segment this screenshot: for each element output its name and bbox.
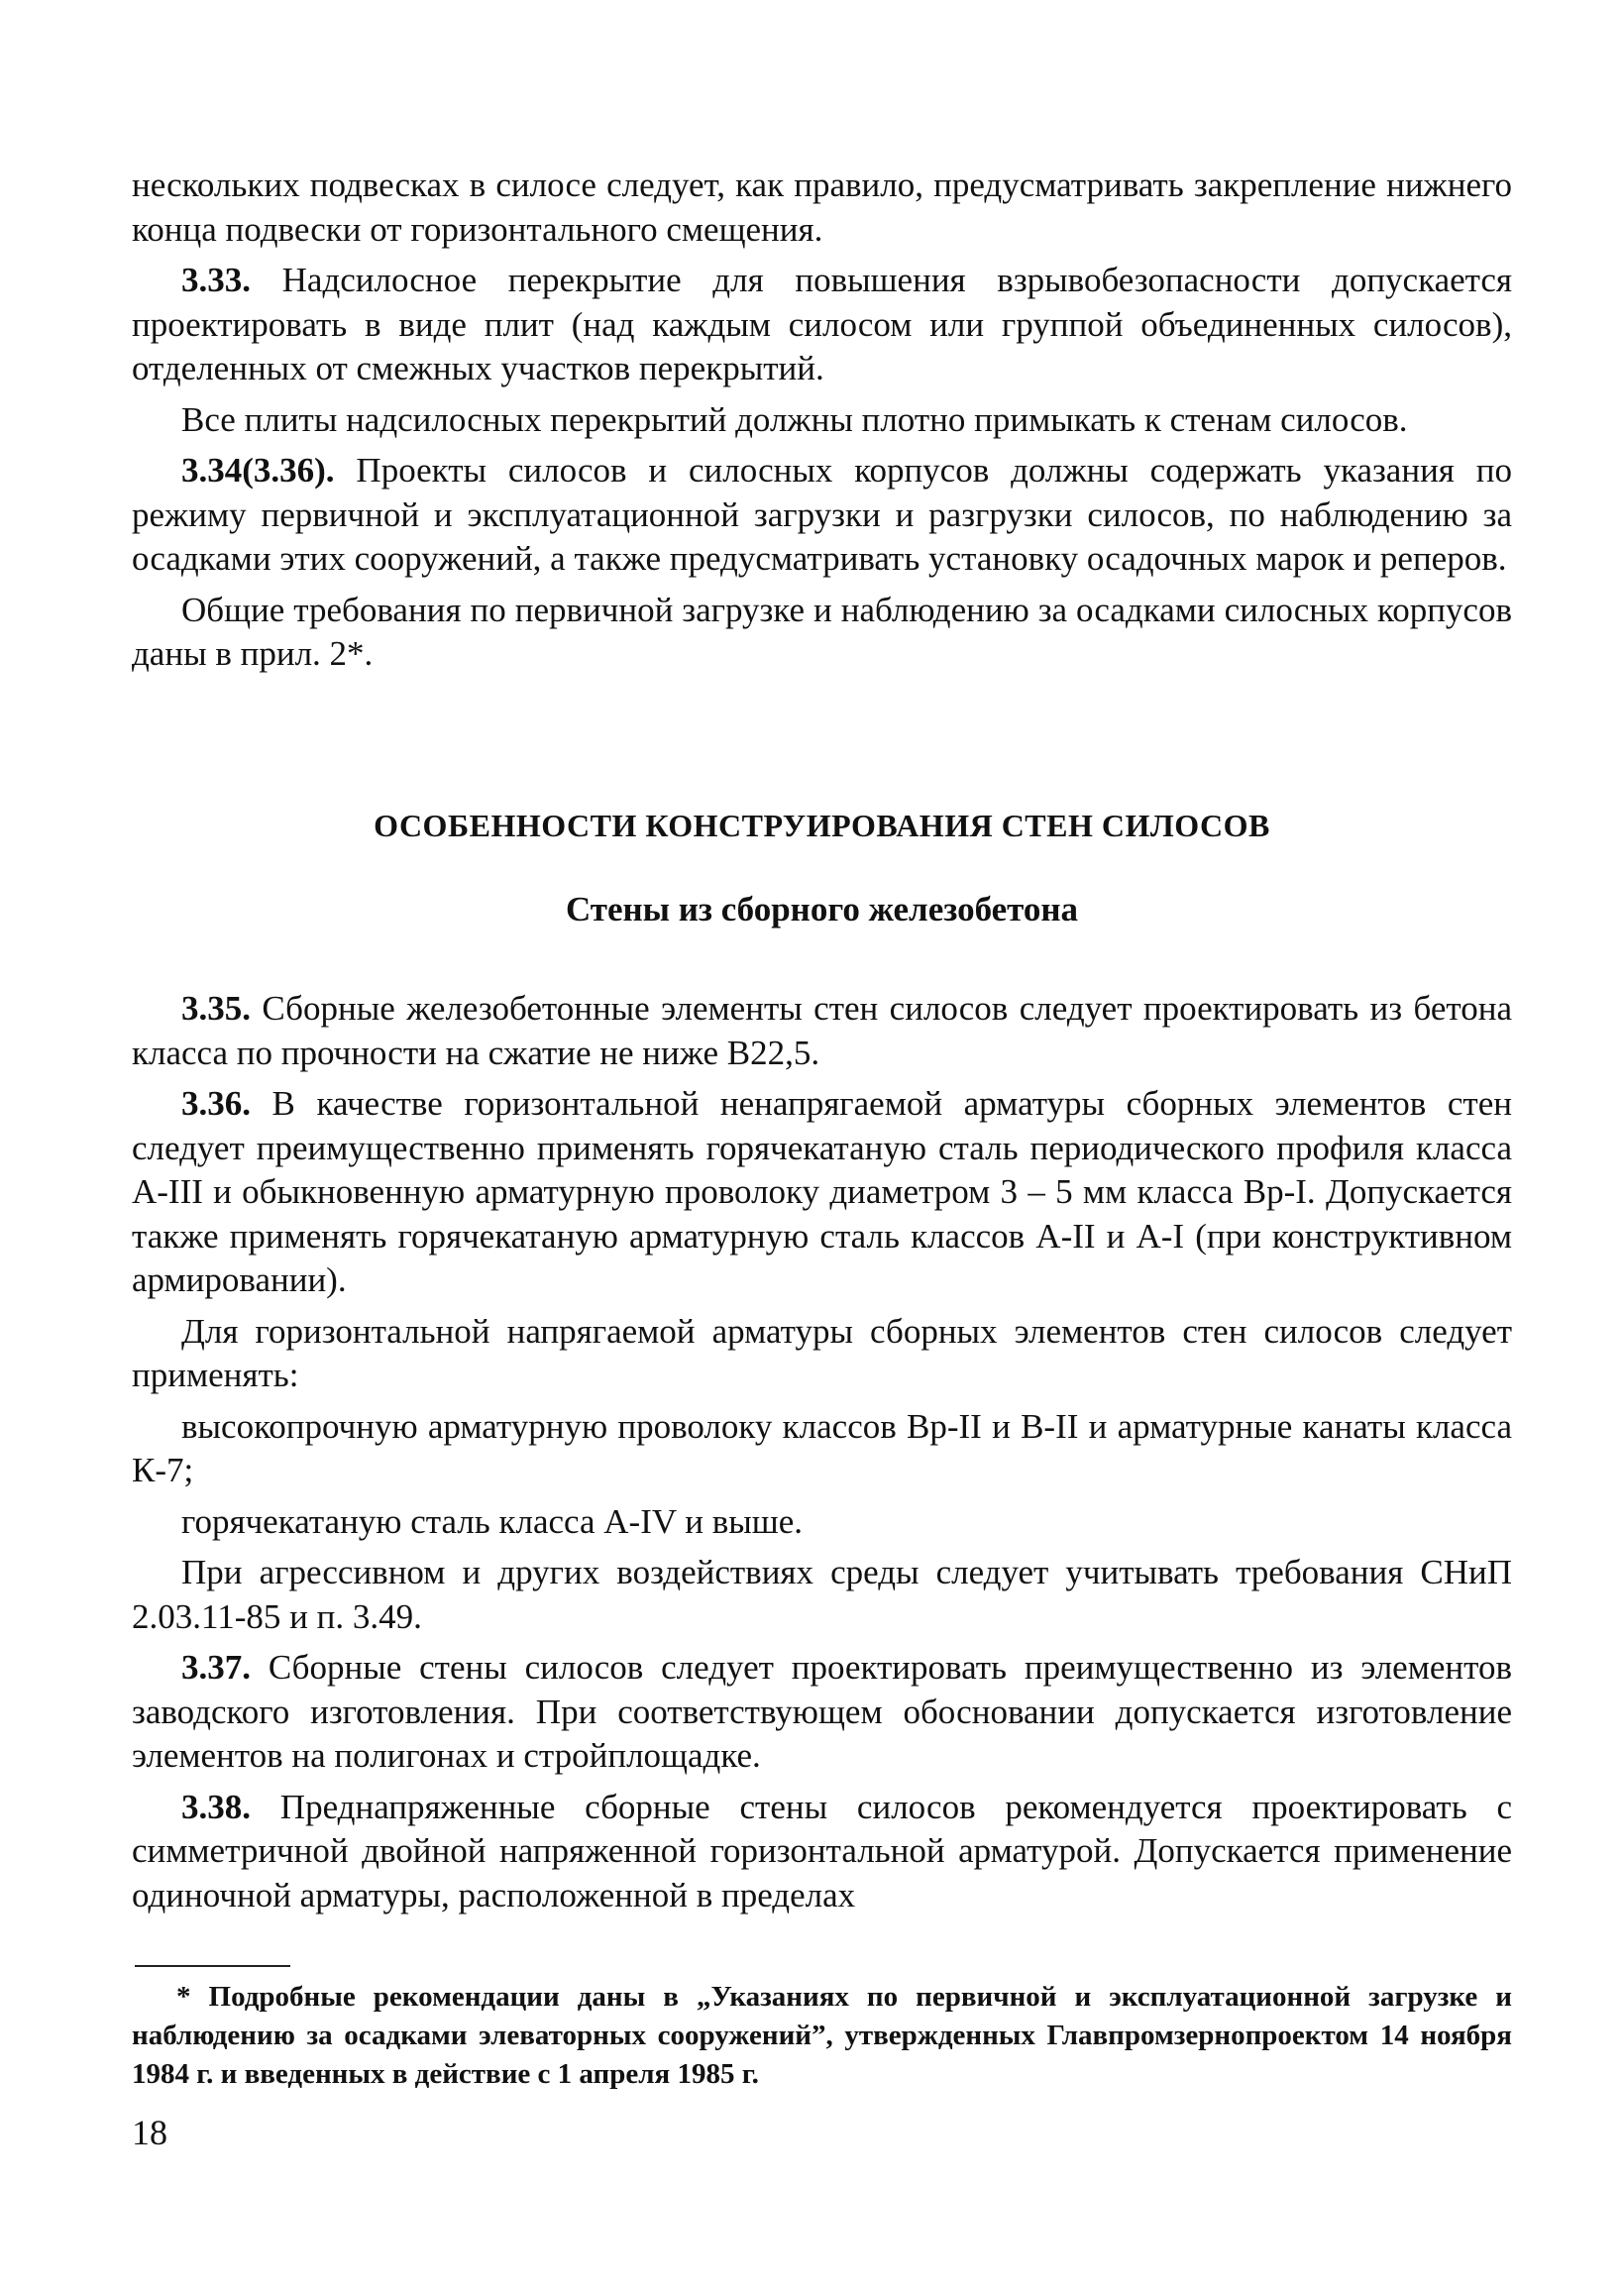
paragraph-3-36	[132, 1082, 1512, 1303]
page-number: 18	[132, 2113, 167, 2152]
paragraph-general-requirements: Общие требования по первичной загрузке и наблюдению за осадками силосных корпусов даны в прил. 2*.	[132, 590, 1512, 673]
clause-number: 3.36.	[181, 1084, 251, 1123]
clause-number: 3.34(3.36).	[181, 451, 335, 490]
list-item-steel: горячекатаную сталь класса А-IV и выше.	[181, 1501, 804, 1541]
paragraph-prestressed-intro: Для горизонтальной напрягаемой арматуры сборных элементов стен силосов следует применять:	[132, 1311, 1512, 1394]
section-heading: ОСОБЕННОСТИ КОНСТРУИРОВАНИЯ СТЕН СИЛОСОВ	[374, 808, 1270, 843]
paragraph-3-33	[132, 259, 1512, 391]
footnote-divider	[135, 1965, 290, 1967]
clause-text: В качестве горизонтальной ненапрягаемой арматуры сборных элементов стен следует преимущественно применять горячекатаную сталь периодического профиля класса А-III и обыкновенную арматурную проволоку диаметром 3 – 5 мм класса Вр-I. Допускается также применять горячекатаную арматурную сталь классов А-II и А-I (при конструктивном армировании).	[132, 1084, 1512, 1299]
paragraph-plates: Все плиты надсилосных перекрытий должны плотно примыкать к стенам силосов.	[181, 399, 1408, 439]
paragraph-3-37	[132, 1646, 1512, 1779]
footnote-text: * Подробные рекомендации даны в „Указаниях по первичной и эксплуатационной загрузке и наблюдению за осадками элеваторных сооружений”, утвержденных Главпромзернопроектом 14 ноября 1984 г. и введенных в действие с 1 апреля 1985 г.	[132, 1981, 1512, 2090]
text-block-bottom	[132, 987, 1512, 1917]
clause-number: 3.35.	[181, 989, 251, 1028]
clause-text: Преднапряженные сборные стены силосов рекомендуется проектировать с симметричной двойной напряженной горизонтальной арматурой. Допускается применение одиночной арматуры, расположенной в пределах	[132, 1787, 1512, 1914]
clause-text: Сборные железобетонные элементы стен силосов следует проектировать из бетона класса по прочности на сжатие не ниже В22,5.	[132, 989, 1512, 1072]
clause-number: 3.38.	[181, 1787, 251, 1826]
paragraph-3-35	[132, 987, 1512, 1075]
paragraph-continuation: нескольких подвесках в силосе следует, как правило, предусматривать закрепление нижнего конца подвески от горизонтального смещения.	[132, 165, 1512, 249]
paragraph-aggressive: При агрессивном и других воздействиях среды следует учитывать требования СНиП 2.03.11-85 и п. 3.49.	[132, 1553, 1512, 1636]
clause-number: 3.37.	[181, 1648, 251, 1687]
paragraph-3-38	[132, 1786, 1512, 1918]
footnote	[132, 1978, 1512, 2094]
subsection-heading: Стены из сборного железобетона	[565, 890, 1079, 929]
paragraph-3-34	[132, 449, 1512, 582]
list-item-wire: высокопрочную арматурную проволоку классов Вр-II и В-II и арматурные канаты класса К-7;	[132, 1406, 1512, 1489]
clause-number: 3.33.	[181, 261, 251, 299]
clause-text: Надсилосное перекрытие для повышения взрывобезопасности допускается проектировать в виде плит (над каждым силосом или группой объединенных силосов), отделенных от смежных участков перекрытий.	[132, 261, 1512, 387]
text-block-top	[132, 164, 1512, 677]
clause-text: Сборные стены силосов следует проектировать преимущественно из элементов заводского изготовления. При соответствующем обосновании допускается изготовление элементов на полигонах и стройплощадке.	[132, 1648, 1512, 1775]
clause-text: Проекты силосов и силосных корпусов должны содержать указания по режиму первичной и эксплуатационной загрузки и разгрузки силосов, по наблюдению за осадками этих сооружений, а также предусматривать установку осадочных марок и реперов.	[132, 451, 1512, 578]
